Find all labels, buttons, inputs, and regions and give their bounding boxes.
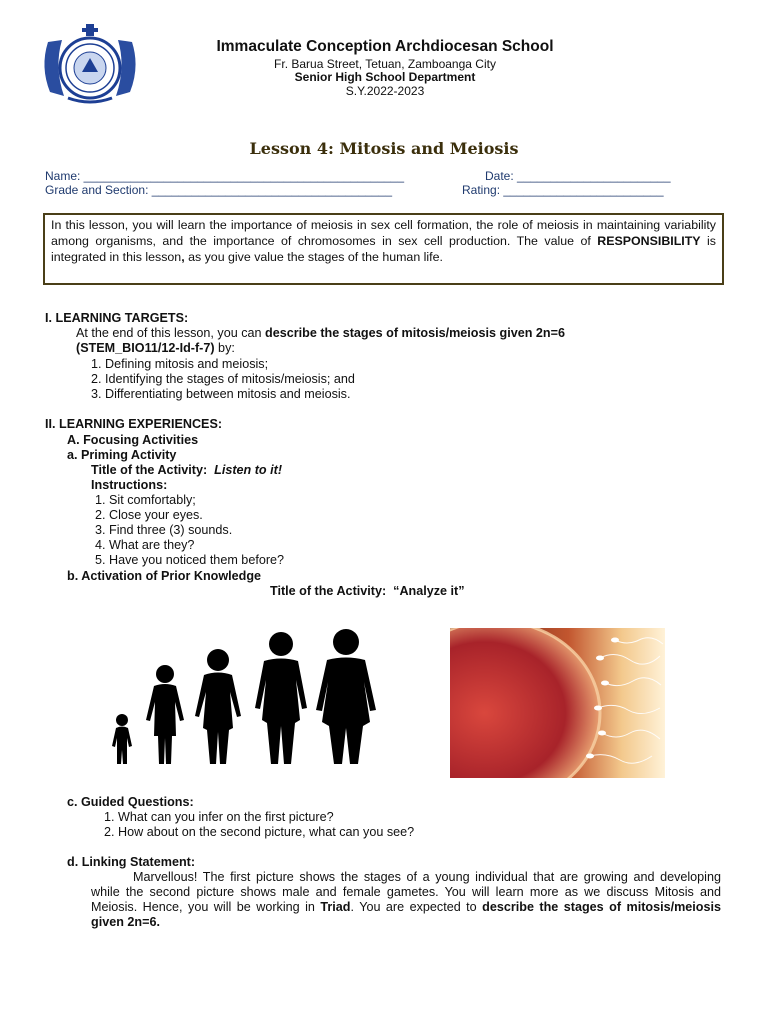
linking-statement-heading: d. Linking Statement: [67, 855, 196, 869]
targets-intro-bold: describe the stages of mitosis/meiosis given 2n=6 [265, 326, 565, 340]
school-address: Fr. Barua Street, Tetuan, Zamboanga City [274, 57, 496, 71]
instruction-item: 5. Have you noticed them before? [95, 553, 285, 567]
focusing-activities-heading: A. Focusing Activities [67, 433, 199, 447]
target-item: 1. Defining mitosis and meiosis; [91, 357, 269, 371]
competency-code: (STEM_BIO11/12-Id-f-7) [76, 341, 215, 355]
activation-title-label: Title of the Activity: [270, 584, 387, 598]
guided-questions-heading: c. Guided Questions: [67, 795, 194, 809]
target-item: 3. Differentiating between mitosis and meiosis. [91, 387, 351, 401]
instruction-item: 4. What are they? [95, 538, 195, 552]
instruction-item: 2. Close your eyes. [95, 508, 203, 522]
linking-triad: Triad [320, 900, 351, 914]
school-year: S.Y.2022-2023 [345, 84, 425, 98]
instructions-heading: Instructions: [91, 478, 168, 492]
targets-code-line [76, 341, 235, 356]
department-name: Senior High School Department [294, 70, 476, 84]
human-growth-stages-image [108, 628, 383, 768]
linking-text-2: . You are expected to [350, 900, 483, 914]
activation-title: “Analyze it” [393, 584, 465, 598]
gametes-image [450, 628, 665, 778]
learning-experiences-heading: II. LEARNING EXPERIENCES: [45, 417, 223, 431]
priming-title-line [91, 463, 282, 478]
guided-question: 2. How about on the second picture, what can you see? [104, 825, 415, 839]
linking-statement [91, 870, 721, 930]
linking-bold: describe the stages of mitosis/meiosis given 2n=6. [91, 900, 721, 929]
lesson-title: Lesson 4: Mitosis and Meiosis [249, 139, 519, 158]
intro-value-word: RESPONSIBILITY [597, 234, 701, 248]
priming-activity-heading: a. Priming Activity [67, 448, 177, 462]
instruction-item: 3. Find three (3) sounds. [95, 523, 233, 537]
date-field[interactable]: Date: _______________________ [485, 169, 671, 183]
priming-title-label: Title of the Activity: [91, 463, 208, 477]
rating-field[interactable]: Rating: ________________________ [462, 183, 664, 197]
guided-question: 1. What can you infer on the first picture? [104, 810, 334, 824]
targets-intro-plain: At the end of this lesson, you can [76, 326, 266, 340]
intro-text-3: as you give value the stages of the human life. [184, 250, 443, 264]
grade-section-field[interactable]: Grade and Section: ____________________________________ [45, 183, 392, 197]
target-item: 2. Identifying the stages of mitosis/meiosis; and [91, 372, 355, 386]
intro-text: In this lesson, you will learn the importance of meiosis in sex cell formation, the role of meiosis in maintaining variability among organisms, and the importance of chromosomes in sex cell production. The value of [51, 218, 716, 248]
priming-title: Listen to it! [214, 463, 283, 477]
school-name: Immaculate Conception Archdiocesan School [216, 38, 554, 55]
targets-by: by: [214, 341, 235, 355]
intro-text-2: is integrated in this lesson [51, 234, 716, 264]
activation-title-line [270, 584, 465, 599]
intro-comma: , [181, 250, 185, 264]
lesson-intro-box [43, 213, 724, 285]
learning-targets-heading: I. LEARNING TARGETS: [45, 311, 189, 325]
targets-intro [76, 326, 565, 341]
activation-heading: b. Activation of Prior Knowledge [67, 569, 262, 583]
name-field[interactable]: Name: ________________________________________________ [45, 169, 405, 183]
school-seal-icon [38, 22, 142, 108]
instruction-item: 1. Sit comfortably; [95, 493, 196, 507]
linking-text: Marvellous! The first picture shows the stages of a young individual that are growing and developing while the second picture shows male and female gametes. You will learn more as we discuss Mitosis and Meiosis. Hence, you will be working in [91, 870, 721, 914]
